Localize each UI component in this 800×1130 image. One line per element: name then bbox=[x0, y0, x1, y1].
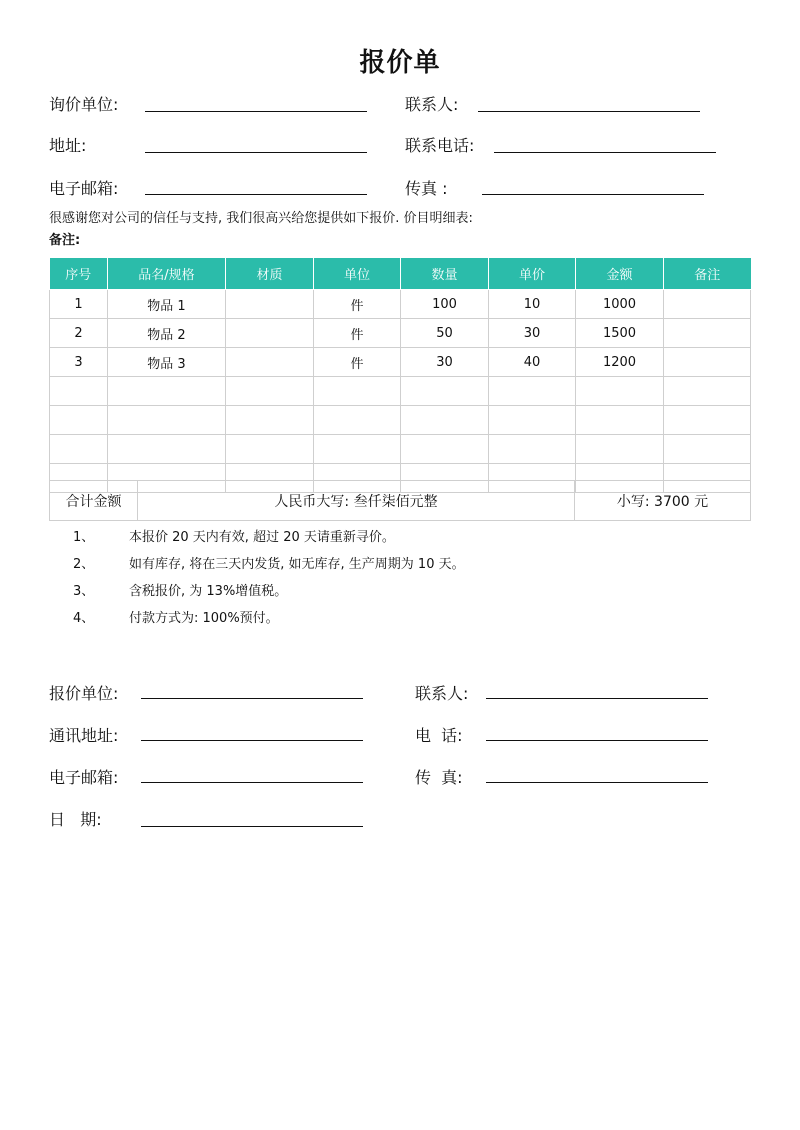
term-item bbox=[73, 607, 279, 626]
term-text: 付款方式为: 100%预付。 bbox=[129, 611, 279, 626]
column-header: 品名/规格 bbox=[108, 258, 226, 290]
column-header: 数量 bbox=[401, 258, 489, 290]
intro-text: 很感谢您对公司的信任与支持, 我们很高兴给您提供如下报价. 价目明细表: bbox=[49, 211, 473, 226]
table-cell: 物品 3 bbox=[108, 348, 226, 377]
table-header-row bbox=[50, 258, 751, 290]
table-cell: 10 bbox=[489, 290, 576, 319]
table-cell: 2 bbox=[50, 319, 108, 348]
table-cell bbox=[314, 435, 401, 464]
table-cell bbox=[226, 290, 314, 319]
total-table bbox=[49, 480, 751, 521]
contact-field[interactable] bbox=[478, 111, 700, 112]
table-row bbox=[50, 348, 751, 377]
email-label: 电子邮箱: bbox=[49, 179, 119, 198]
table-row bbox=[50, 377, 751, 406]
term-text: 本报价 20 天内有效, 超过 20 天请重新寻价。 bbox=[129, 530, 395, 545]
table-cell: 50 bbox=[401, 319, 489, 348]
table-cell: 件 bbox=[314, 348, 401, 377]
total-label: 合计金额 bbox=[50, 481, 138, 521]
column-header: 单价 bbox=[489, 258, 576, 290]
address-label: 地址: bbox=[49, 136, 87, 155]
table-cell bbox=[664, 377, 751, 406]
table-cell bbox=[50, 377, 108, 406]
footer-contact-field[interactable] bbox=[486, 698, 708, 699]
table-cell bbox=[401, 377, 489, 406]
table-cell bbox=[108, 406, 226, 435]
table-cell bbox=[108, 435, 226, 464]
note-label: 备注: bbox=[49, 233, 81, 248]
inquiry-unit-field[interactable] bbox=[145, 111, 367, 112]
table-cell bbox=[50, 435, 108, 464]
column-header: 金额 bbox=[576, 258, 664, 290]
mailing-address-field[interactable] bbox=[141, 740, 363, 741]
table-cell bbox=[314, 406, 401, 435]
mailing-address-label: 通讯地址: bbox=[49, 726, 119, 745]
term-item bbox=[73, 526, 395, 545]
table-cell bbox=[50, 406, 108, 435]
table-cell bbox=[314, 377, 401, 406]
table-cell: 30 bbox=[489, 319, 576, 348]
table-cell bbox=[226, 319, 314, 348]
table-cell: 30 bbox=[401, 348, 489, 377]
column-header: 材质 bbox=[226, 258, 314, 290]
term-number: 1、 bbox=[73, 530, 95, 545]
table-cell bbox=[576, 406, 664, 435]
footer-phone-field[interactable] bbox=[486, 740, 708, 741]
fax-label: 传真 : bbox=[405, 179, 448, 198]
table-cell bbox=[489, 377, 576, 406]
table-cell bbox=[489, 406, 576, 435]
term-item bbox=[73, 580, 287, 599]
footer-email-field[interactable] bbox=[141, 782, 363, 783]
table-cell: 100 bbox=[401, 290, 489, 319]
footer-phone-label: 电 话: bbox=[415, 726, 463, 745]
table-row bbox=[50, 406, 751, 435]
footer-contact-label: 联系人: bbox=[415, 684, 469, 703]
column-header: 备注 bbox=[664, 258, 751, 290]
table-cell: 件 bbox=[314, 290, 401, 319]
table-cell bbox=[401, 435, 489, 464]
quoting-unit-field[interactable] bbox=[141, 698, 363, 699]
term-number: 2、 bbox=[73, 557, 95, 572]
table-cell: 物品 2 bbox=[108, 319, 226, 348]
term-text: 如有库存, 将在三天内发货, 如无库存, 生产周期为 10 天。 bbox=[129, 557, 465, 572]
table-cell bbox=[489, 435, 576, 464]
phone-field[interactable] bbox=[494, 152, 716, 153]
footer-fax-field[interactable] bbox=[486, 782, 708, 783]
table-cell: 40 bbox=[489, 348, 576, 377]
term-number: 4、 bbox=[73, 611, 95, 626]
footer-fax-label: 传 真: bbox=[415, 768, 463, 787]
page-title: 报价单 bbox=[359, 48, 441, 78]
table-cell: 件 bbox=[314, 319, 401, 348]
inquiry-unit-label: 询价单位: bbox=[49, 95, 119, 114]
table-cell: 3 bbox=[50, 348, 108, 377]
table-cell: 1000 bbox=[576, 290, 664, 319]
table-cell bbox=[664, 435, 751, 464]
address-field[interactable] bbox=[145, 152, 367, 153]
footer-email-label: 电子邮箱: bbox=[49, 768, 119, 787]
table-cell: 物品 1 bbox=[108, 290, 226, 319]
table-cell bbox=[226, 377, 314, 406]
phone-label: 联系电话: bbox=[405, 136, 475, 155]
quoting-unit-label: 报价单位: bbox=[49, 684, 119, 703]
table-row bbox=[50, 435, 751, 464]
term-item bbox=[73, 553, 465, 572]
fax-field[interactable] bbox=[482, 194, 704, 195]
table-row bbox=[50, 290, 751, 319]
table-cell bbox=[226, 435, 314, 464]
total-in-figures: 小写: 3700 元 bbox=[575, 481, 751, 521]
table-cell bbox=[226, 406, 314, 435]
term-text: 含税报价, 为 13%增值税。 bbox=[129, 584, 288, 599]
table-cell bbox=[401, 406, 489, 435]
column-header: 序号 bbox=[50, 258, 108, 290]
date-field[interactable] bbox=[141, 826, 363, 827]
contact-label: 联系人: bbox=[405, 95, 459, 114]
column-header: 单位 bbox=[314, 258, 401, 290]
table-cell: 1 bbox=[50, 290, 108, 319]
table-cell bbox=[664, 319, 751, 348]
table-cell bbox=[664, 348, 751, 377]
items-table bbox=[49, 258, 751, 493]
table-cell: 1200 bbox=[576, 348, 664, 377]
table-cell bbox=[226, 348, 314, 377]
table-cell: 1500 bbox=[576, 319, 664, 348]
email-field[interactable] bbox=[145, 194, 367, 195]
table-cell bbox=[576, 377, 664, 406]
term-number: 3、 bbox=[73, 584, 95, 599]
table-cell bbox=[108, 377, 226, 406]
table-cell bbox=[664, 290, 751, 319]
table-cell bbox=[664, 406, 751, 435]
total-in-words: 人民币大写: 叁仟柒佰元整 bbox=[138, 481, 575, 521]
date-label: 日 期: bbox=[49, 810, 102, 829]
table-cell bbox=[576, 435, 664, 464]
total-row bbox=[50, 481, 751, 521]
table-body bbox=[50, 290, 751, 493]
table-row bbox=[50, 319, 751, 348]
